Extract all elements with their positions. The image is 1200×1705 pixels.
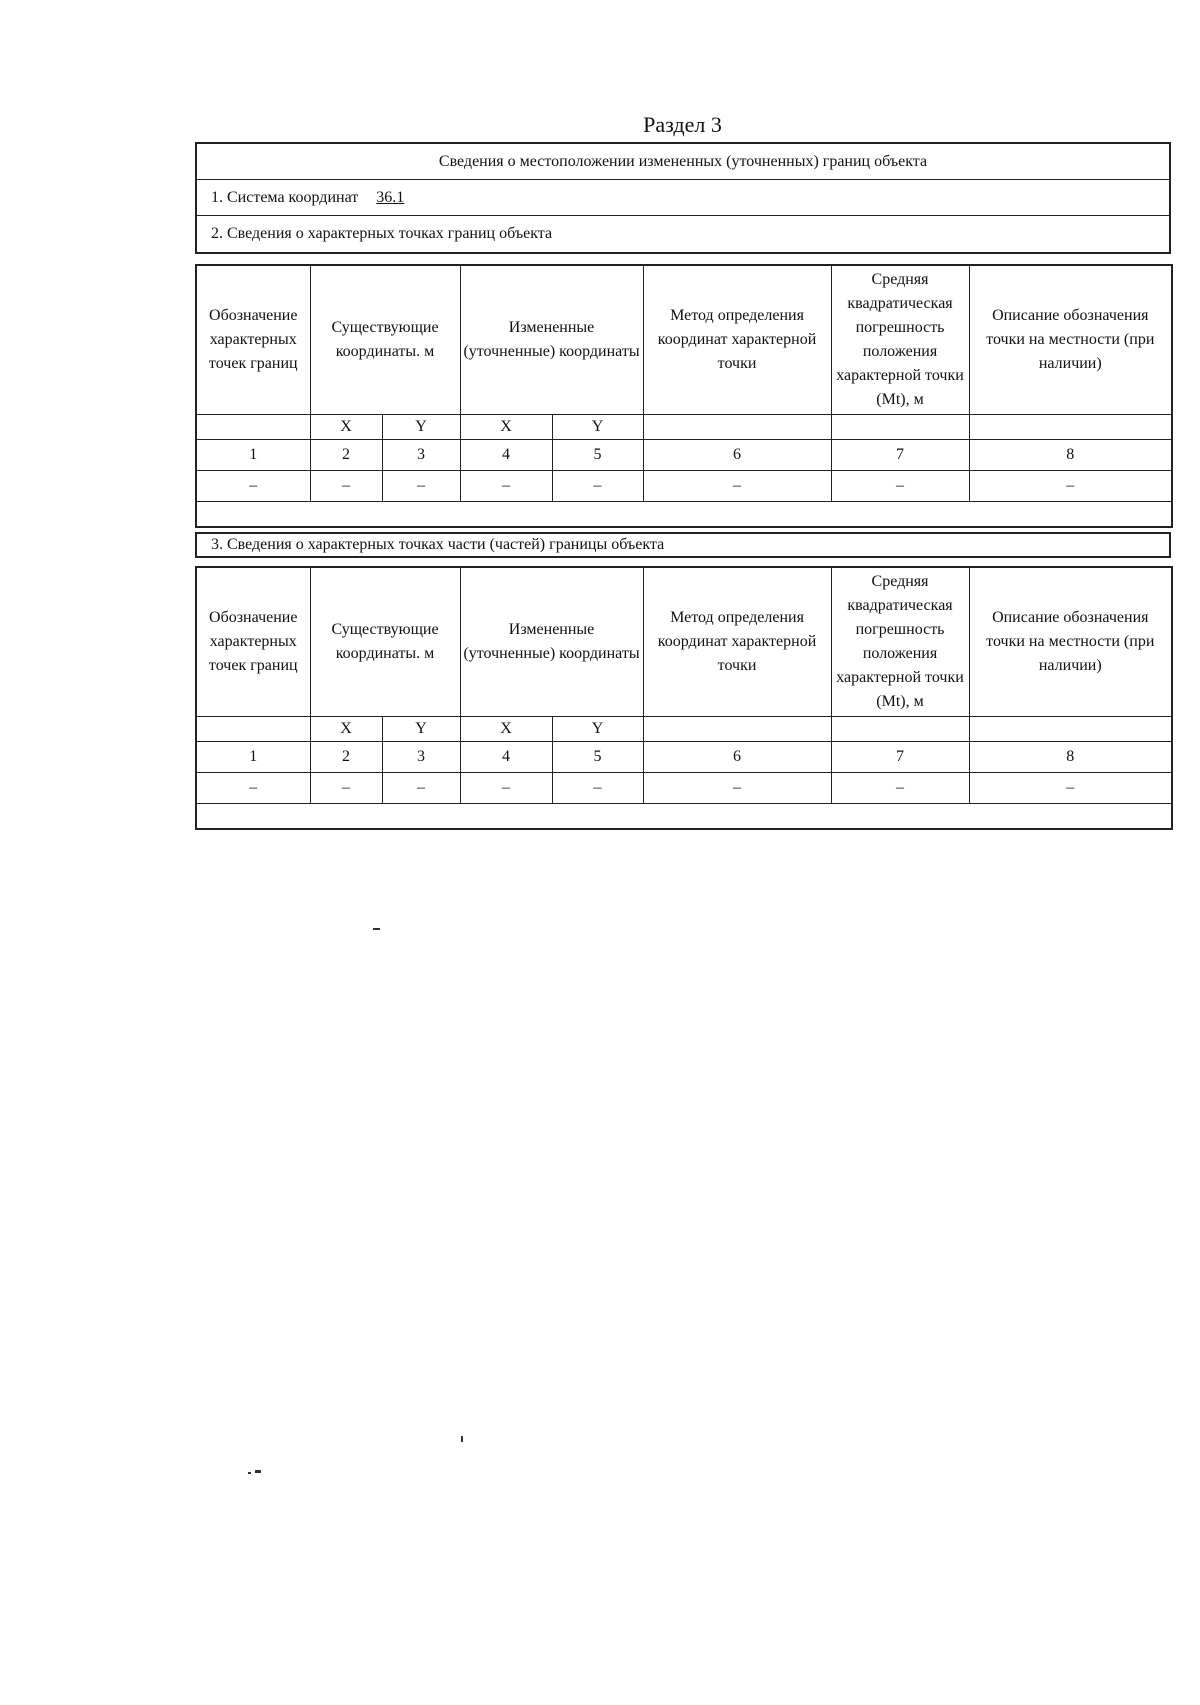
col-description-header: Описание обозначения точки на местности (при наличии) — [969, 567, 1172, 717]
col-description-header: Описание обозначения точки на местности (при наличии) — [969, 265, 1172, 415]
boundary-points-table — [195, 264, 1173, 528]
column-number: 4 — [460, 440, 552, 471]
value-dash: – — [460, 471, 552, 502]
changed-x-header: X — [460, 415, 552, 440]
column-number: 5 — [552, 440, 643, 471]
part-points-title: 3. Сведения о характерных точках части (частей) границы объекта — [195, 532, 1171, 558]
col-designation-header: Обозначение характерных точек границ — [196, 567, 310, 717]
column-number: 1 — [196, 440, 310, 471]
value-dash: – — [643, 773, 831, 804]
points-title: 2. Сведения о характерных точках границ объекта — [211, 225, 553, 242]
value-dash: – — [382, 773, 460, 804]
column-number: 4 — [460, 742, 552, 773]
column-number: 3 — [382, 440, 460, 471]
boundaries-info-box — [195, 142, 1171, 254]
existing-y-header: Y — [382, 717, 460, 742]
column-number: 2 — [310, 440, 382, 471]
value-dash: – — [460, 773, 552, 804]
changed-y-header: Y — [552, 415, 643, 440]
col-error-header: Средняя квадратическая погрешность положения характерной точки (Mt), м — [831, 265, 969, 415]
scan-speck — [255, 1470, 261, 1473]
column-number: 1 — [196, 742, 310, 773]
col-changed-header: Измененные (уточненные) координаты — [460, 265, 643, 415]
xy-cell-empty — [969, 415, 1172, 440]
value-dash: – — [196, 773, 310, 804]
value-dash: – — [196, 471, 310, 502]
scan-speck — [373, 928, 380, 930]
col-method-header: Метод определения координат характерной точки — [643, 265, 831, 415]
column-number: 8 — [969, 440, 1172, 471]
value-dash: – — [552, 471, 643, 502]
xy-cell-empty — [643, 415, 831, 440]
col-method-header: Метод определения координат характерной точки — [643, 567, 831, 717]
col-existing-header: Существующие координаты. м — [310, 567, 460, 717]
value-dash: – — [310, 773, 382, 804]
column-number: 6 — [643, 440, 831, 471]
scan-speck — [248, 1472, 251, 1474]
column-number: 3 — [382, 742, 460, 773]
xy-cell-empty — [831, 415, 969, 440]
coordinate-system-label: 1. Система координат — [211, 188, 359, 206]
xy-cell-empty — [196, 415, 310, 440]
xy-cell-empty — [196, 717, 310, 742]
table-empty-row — [196, 502, 1172, 528]
column-number: 2 — [310, 742, 382, 773]
value-dash: – — [831, 773, 969, 804]
value-dash: – — [382, 471, 460, 502]
scan-speck — [461, 1436, 463, 1442]
column-number: 7 — [831, 742, 969, 773]
xy-cell-empty — [831, 717, 969, 742]
value-dash: – — [969, 773, 1172, 804]
column-number: 8 — [969, 742, 1172, 773]
section-title: Раздел 3 — [643, 112, 722, 137]
column-number: 5 — [552, 742, 643, 773]
value-dash: – — [831, 471, 969, 502]
col-changed-header: Измененные (уточненные) координаты — [460, 567, 643, 717]
coordinate-system-row — [197, 180, 1169, 216]
table-empty-row — [196, 804, 1172, 830]
xy-cell-empty — [643, 717, 831, 742]
column-number: 7 — [831, 440, 969, 471]
coordinate-system-value: 36.1 — [376, 188, 405, 206]
col-error-header: Средняя квадратическая погрешность положения характерной точки (Mt), м — [831, 567, 969, 717]
value-dash: – — [643, 471, 831, 502]
value-dash: – — [310, 471, 382, 502]
existing-y-header: Y — [382, 415, 460, 440]
boundaries-header: Сведения о местоположении измененных (уточненных) границ объекта — [197, 144, 1169, 180]
part-boundary-points-table — [195, 566, 1173, 830]
xy-cell-empty — [969, 717, 1172, 742]
column-number: 6 — [643, 742, 831, 773]
col-existing-header: Существующие координаты. м — [310, 265, 460, 415]
value-dash: – — [552, 773, 643, 804]
existing-x-header: X — [310, 415, 382, 440]
existing-x-header: X — [310, 717, 382, 742]
changed-y-header: Y — [552, 717, 643, 742]
col-designation-header: Обозначение характерных точек границ — [196, 265, 310, 415]
changed-x-header: X — [460, 717, 552, 742]
value-dash: – — [969, 471, 1172, 502]
